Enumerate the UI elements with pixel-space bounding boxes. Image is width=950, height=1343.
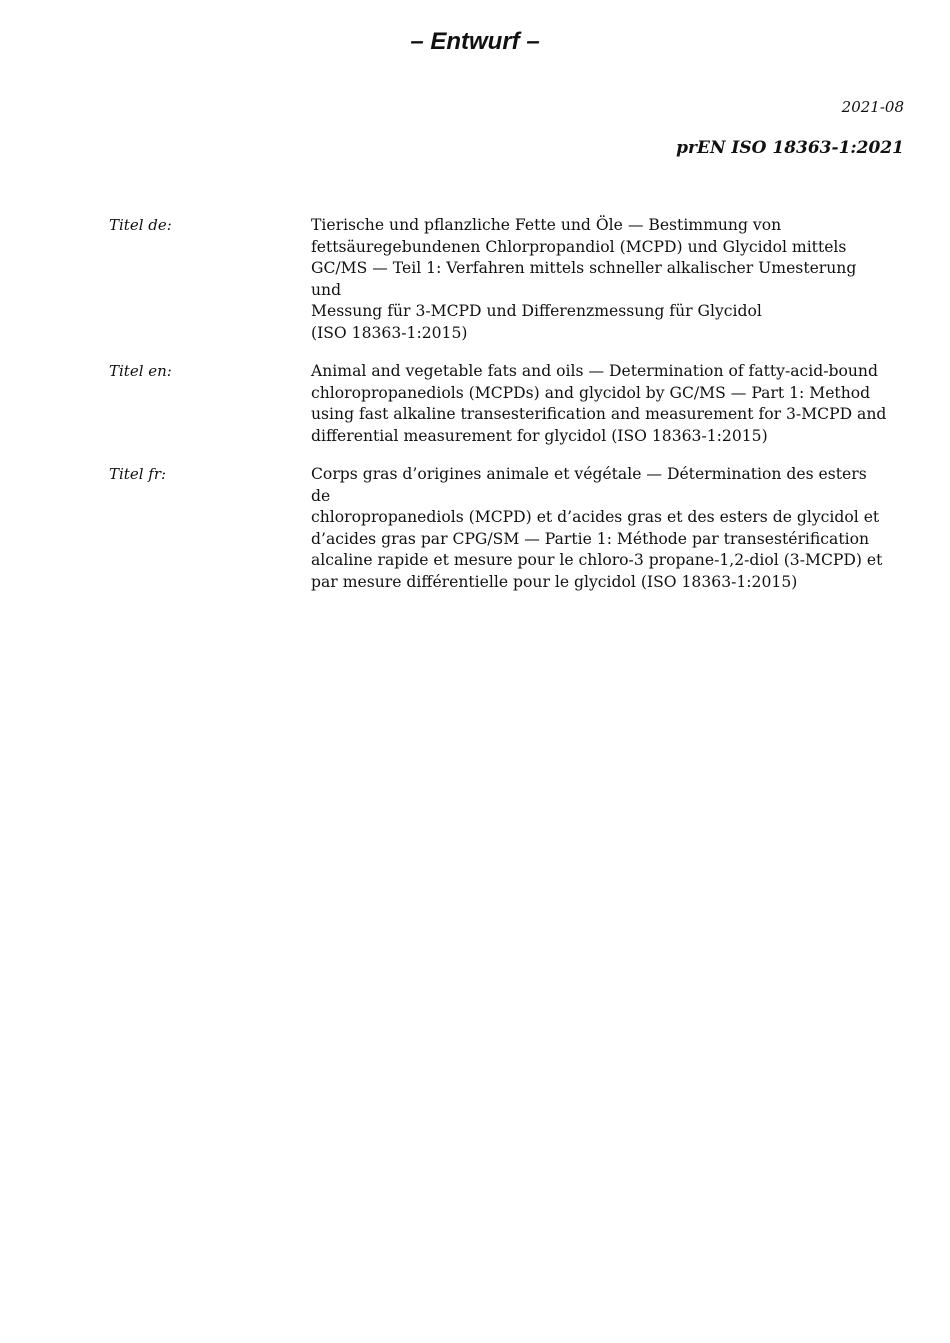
title-text-de: Tierische und pflanzliche Fette und Öle — Bestimmung von fettsäuregebundenen Chlorpropandiol (MCPD) und Glycidol mittels GC/MS — Teil 1: Verfahren mittels schneller alkalischer Umesterung und Messung für 3-MCPD und Differenzmessung für Glycidol (ISO 18363-1:2015) <box>311 216 857 342</box>
title-label-de: Titel de: <box>109 216 172 234</box>
document-date: 2021-08 <box>841 98 904 116</box>
title-table <box>109 215 899 610</box>
draft-heading: – Entwurf – <box>410 28 540 55</box>
title-label-fr: Titel fr: <box>109 465 167 483</box>
title-text-en: Animal and vegetable fats and oils — Determination of fatty-acid-bound chloropropanediols (MCPDs) and glycidol by GC/MS — Part 1: Method using fast alkaline transesterification and measurement for 3-MCPD and differential measurement for glycidol (ISO 18363-1:2015) <box>311 362 887 445</box>
title-row-de <box>109 215 899 344</box>
document-number: prEN ISO 18363-1:2021 <box>676 138 904 158</box>
title-text-fr: Corps gras d’origines animale et végétale — Détermination des esters de chloropropanediols (MCPD) et d’acides gras et des esters de glycidol et d’acides gras par CPG/SM — Partie 1: Méthode par transestérification alcaline rapide et mesure pour le chloro-3 propane-1,2-diol (3-MCPD) et par mesure différentielle pour le glycidol (ISO 18363-1:2015) <box>311 465 883 591</box>
title-row-en <box>109 361 899 447</box>
title-row-fr <box>109 464 899 593</box>
title-label-en: Titel en: <box>109 362 172 380</box>
